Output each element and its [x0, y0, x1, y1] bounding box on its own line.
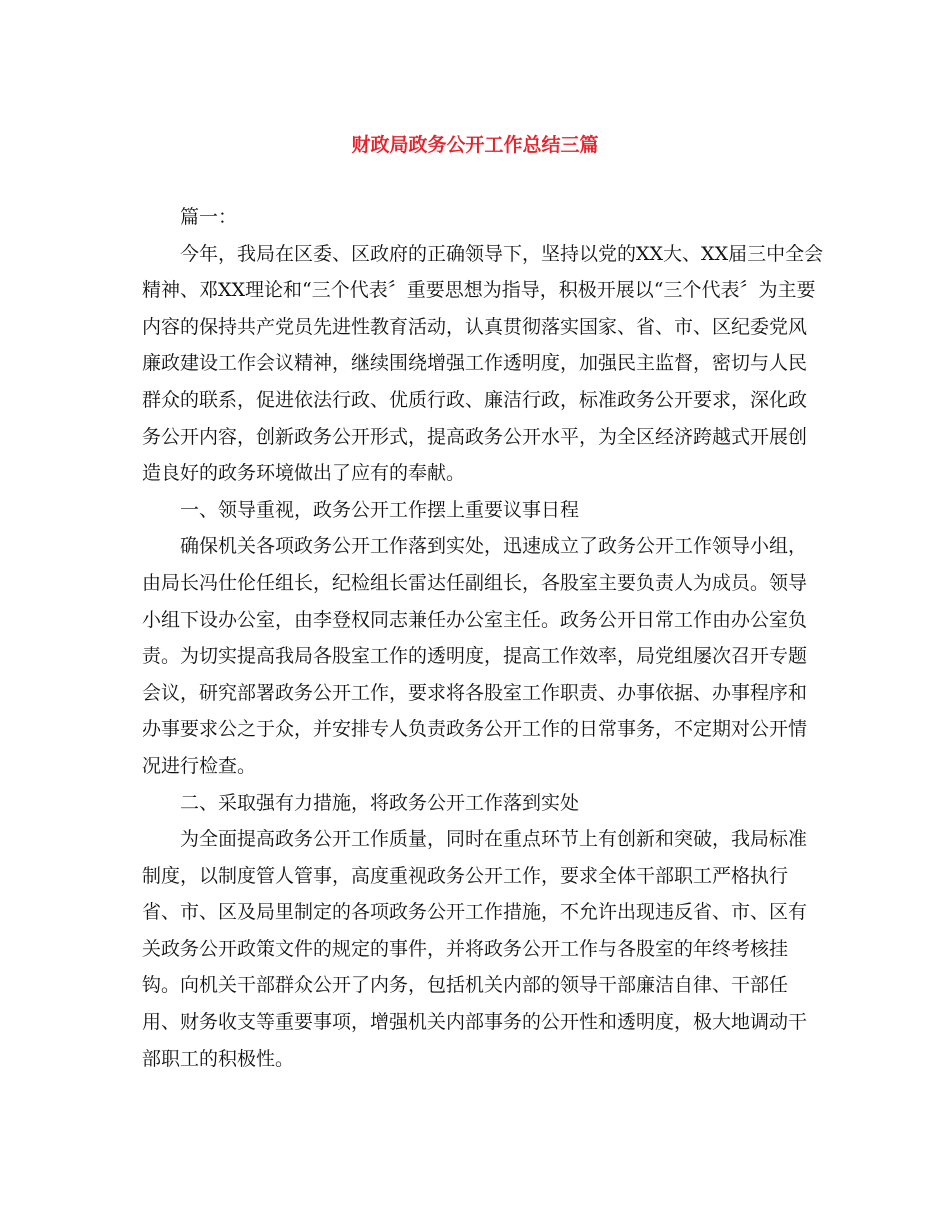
- text-line: 内容的保持共产党员先进性教育活动，认真贯彻落实国家、省、市、区纪委党风: [142, 315, 808, 338]
- text-line: 务公开内容，创新政务公开形式，提高政务公开水平，为全区经济跨越式开展创: [142, 425, 808, 448]
- text-line: 群众的联系，促进依法行政、优质行政、廉洁行政，标准政务公开要求，深化政: [142, 388, 808, 411]
- text-line: 由局长冯仕伦任组长，纪检组长雷达任副组长，各股室主要负责人为成员。领导: [142, 571, 808, 594]
- text-line: 部职工的积极性。: [142, 1047, 295, 1070]
- heading-two: [142, 785, 807, 822]
- paragraph-two: [142, 821, 807, 1077]
- text-line: 篇一：: [180, 206, 238, 228]
- heading-one: [142, 492, 807, 529]
- text-line: 制度，以制度管人管事，高度重视政务公开工作，要求全体干部职工严格执行: [142, 864, 789, 887]
- text-line: 会议，研究部署政务公开工作，要求将各股室工作职责、办事依据、办事程序和: [142, 681, 808, 704]
- text-line: 二、采取强有力措施，将政务公开工作落到实处: [180, 791, 580, 814]
- text-line: 用、财务收支等重要事项，增强机关内部事务的公开性和透明度，极大地调动干: [142, 1011, 808, 1034]
- text-line: 小组下设办公室，由李登权同志兼任办公室主任。政务公开日常工作由办公室负: [142, 608, 808, 631]
- intro-paragraph: [142, 236, 824, 492]
- document-body: [142, 199, 824, 1077]
- text-line: 省、市、区及局里制定的各项政务公开工作措施，不允许出现违反省、市、区有: [142, 901, 808, 924]
- text-line: 今年，我局在区委、区政府的正确领导下，坚持以党的XX大、XX届三中全会: [180, 242, 824, 265]
- text-line: 钩。向机关干部群众公开了内务，包括机关内部的领导干部廉洁自律、干部任: [142, 974, 789, 997]
- document-title: 财政局政务公开工作总结三篇: [351, 134, 599, 156]
- text-line: 办事要求公之于众，并安排专人负责政务公开工作的日常事务，不定期对公开情: [142, 718, 808, 741]
- paragraph-one: [142, 528, 807, 784]
- text-line: 造良好的政务环境做出了应有的奉献。: [142, 462, 466, 485]
- text-line: 一、领导重视，政务公开工作摆上重要议事日程: [180, 498, 580, 521]
- text-line: 责。为切实提高我局各股室工作的透明度，提高工作效率，局党组屡次召开专题: [142, 645, 808, 668]
- text-line: 廉政建设工作会议精神，继续围绕增强工作透明度，加强民主监督，密切与人民: [142, 352, 808, 375]
- text-line: 况进行检查。: [142, 754, 257, 777]
- text-line: 为全面提高政务公开工作质量，同时在重点环节上有创新和突破，我局标准: [180, 828, 808, 851]
- text-line: 关政务公开政策文件的规定的事件，并将政务公开工作与各股室的年终考核挂: [142, 937, 789, 960]
- section-label: [142, 199, 807, 236]
- text-line: 精神、邓XX理论和“三个代表〞重要思想为指导，积极开展以“三个代表〞为主要: [142, 279, 816, 302]
- text-line: 确保机关各项政务公开工作落到实处，迅速成立了政务公开工作领导小组，: [180, 535, 808, 558]
